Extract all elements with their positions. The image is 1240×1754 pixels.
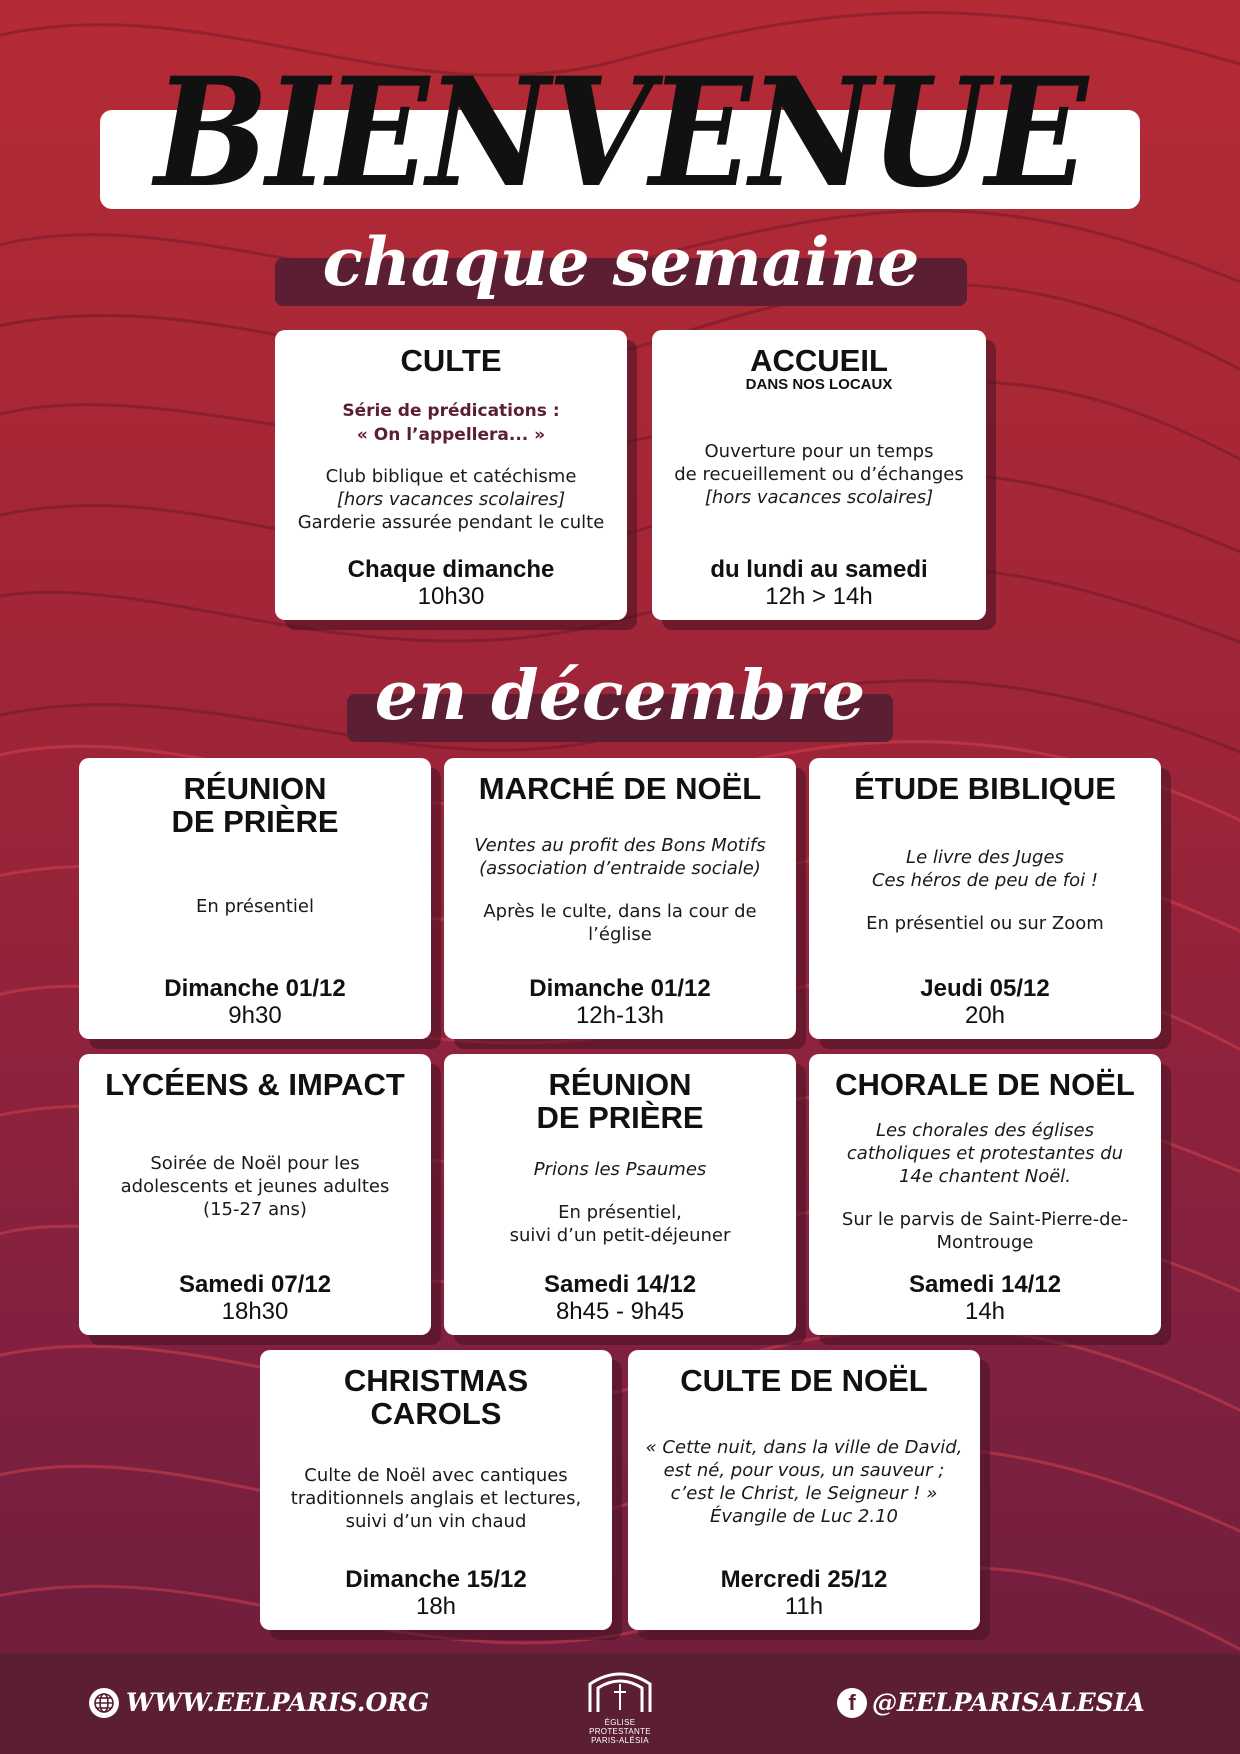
card-time: 20h [964, 1002, 1006, 1029]
card-time: 9h30 [228, 1002, 282, 1029]
card-body [510, 1134, 731, 1271]
card-title: CHRISTMAS CAROLS [343, 1363, 529, 1431]
event-card [809, 758, 1161, 1039]
card-time: 11h [784, 1593, 824, 1620]
card-text: Sur le parvis de Saint-Pierre-de- Montrouge [841, 1208, 1129, 1253]
card-time: 12h > 14h [765, 583, 873, 610]
card-text: En présentiel [195, 896, 314, 917]
card-text: Après le culte, dans la cour de l’église [483, 901, 757, 945]
church-logo-text: ÉGLISE PROTESTANTE PARIS-ALÉSIA [589, 1718, 651, 1745]
card-body [646, 1397, 963, 1566]
event-card [79, 1054, 431, 1335]
card-day: Dimanche 01/12 [164, 975, 346, 1002]
card-title: ÉTUDE BIBLIQUE [854, 771, 1116, 806]
card-body [674, 393, 964, 556]
card-note: Ventes au profit des Bons Motifs (association d’entraide sociale) [474, 835, 766, 879]
event-card [79, 758, 431, 1039]
card-text: Garderie assurée pendant le culte [297, 512, 605, 533]
card-day: Dimanche 15/12 [345, 1566, 527, 1593]
church-logo [584, 1668, 656, 1748]
card-text: Club biblique et catéchisme [325, 466, 577, 487]
card-text: En présentiel, suivi d’un petit-déjeuner [509, 1202, 731, 1246]
card-text: Soirée de Noël pour les adolescents et jeunes adultes (15-27 ans) [120, 1152, 390, 1220]
card-text: Ouverture pour un temps de recueillement ou d’échanges [674, 441, 964, 485]
card-day: Samedi 14/12 [908, 1271, 1062, 1298]
event-card [444, 1054, 796, 1335]
card-title: RÉUNION DE PRIÈRE [536, 1067, 704, 1135]
card-time: 8h45 - 9h45 [555, 1298, 685, 1325]
card-body [866, 805, 1104, 975]
card-title: CULTE [400, 343, 502, 378]
card-day: Samedi 07/12 [178, 1271, 332, 1298]
card-title: CULTE DE NOËL [680, 1363, 928, 1398]
card-theme: Série de prédications : « On l’appellera... » [342, 401, 560, 445]
card-note: Les chorales des églises catholiques et protestantes du 14e chantent Noël. [846, 1119, 1124, 1187]
card-body [298, 377, 605, 556]
event-card [444, 758, 796, 1039]
card-title: RÉUNION DE PRIÈRE [171, 771, 339, 839]
card-note: [hors vacances scolaires] [704, 487, 934, 508]
event-card [809, 1054, 1161, 1335]
card-time: 18h [415, 1593, 457, 1620]
card-note: [hors vacances scolaires] [336, 489, 566, 510]
weekly-card-culte [275, 330, 627, 620]
globe-icon [89, 1688, 119, 1718]
card-day: Samedi 14/12 [543, 1271, 697, 1298]
weekly-heading: chaque semaine [322, 223, 920, 301]
december-heading: en décembre [374, 656, 866, 736]
social-handle[interactable]: @EELPARISALESIA [872, 1688, 1145, 1717]
card-title: CHORALE DE NOËL [835, 1067, 1135, 1102]
card-time: 18h30 [221, 1298, 289, 1325]
card-title: LYCÉENS & IMPACT [105, 1067, 405, 1102]
card-text: Culte de Noël avec cantiques traditionnels anglais et lectures, suivi d’un vin chaud [290, 1464, 582, 1532]
card-title: MARCHÉ DE NOËL [478, 771, 762, 806]
card-time: 14h [964, 1298, 1006, 1325]
card-day: Dimanche 01/12 [529, 975, 711, 1002]
card-time: 12h-13h [575, 1002, 665, 1029]
card-body [121, 1101, 390, 1271]
card-note: « Cette nuit, dans la ville de David, est né, pour vous, un sauveur ; c’est le Christ, le Seigneur ! » Évangile de Luc 2.10 [645, 1436, 963, 1527]
event-card [260, 1350, 612, 1630]
card-body [196, 838, 314, 975]
card-note: Le livre des Juges Ces héros de peu de foi ! [871, 846, 1099, 891]
card-title: ACCUEIL [750, 343, 888, 378]
event-card [628, 1350, 980, 1630]
card-time: 10h30 [417, 583, 485, 610]
card-day: Jeudi 05/12 [920, 975, 1050, 1002]
weekly-card-accueil [652, 330, 986, 620]
card-note: Prions les Psaumes [533, 1159, 707, 1180]
card-body [842, 1101, 1128, 1271]
church-logo-icon [584, 1668, 656, 1714]
card-text: En présentiel ou sur Zoom [866, 912, 1104, 934]
card-body [474, 805, 765, 975]
card-body [291, 1430, 581, 1566]
card-day: Chaque dimanche [347, 556, 555, 583]
website-link[interactable]: WWW.EELPARIS.ORG [126, 1688, 430, 1717]
card-day: du lundi au samedi [710, 556, 928, 583]
card-day: Mercredi 25/12 [720, 1566, 888, 1593]
card-subtitle: DANS NOS LOCAUX [745, 376, 893, 393]
page-title: BIENVENUE [154, 45, 1086, 221]
facebook-icon: f [837, 1688, 867, 1718]
